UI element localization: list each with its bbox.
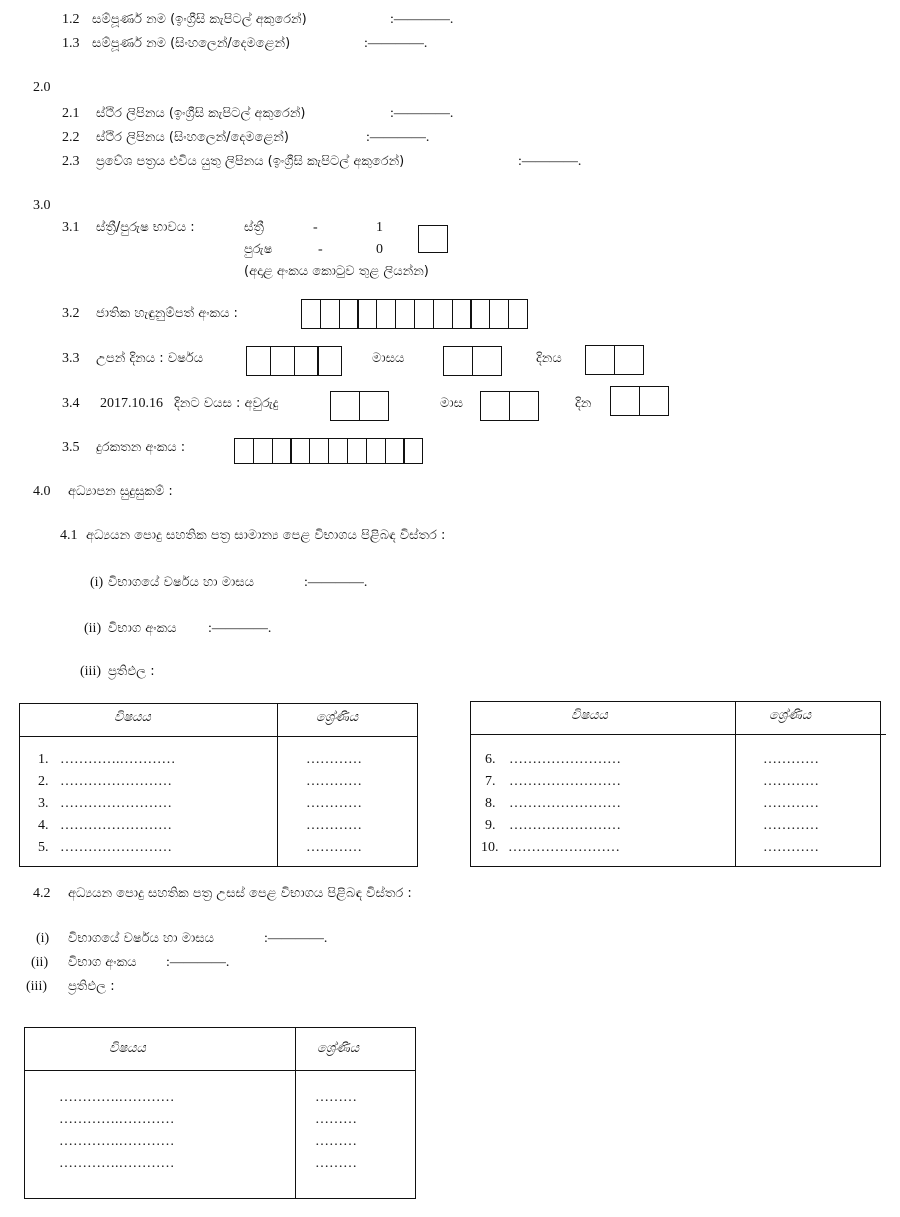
table-row: 6. …………………… xyxy=(485,752,621,767)
gender-code-box[interactable] xyxy=(418,225,448,253)
al-index-number-number: (ii) xyxy=(31,955,49,970)
digit-box[interactable] xyxy=(272,438,292,464)
item-4-1-label: අධ්‍යයන පොදු සහතික පත්‍ර සාමාන්‍ය පෙළ විභාගය පිළිබඳ විස්තර : xyxy=(86,528,446,543)
item-3-2-number: 3.2 xyxy=(62,306,80,321)
grade-cell[interactable]: ……… xyxy=(315,1134,357,1149)
digit-box[interactable] xyxy=(508,299,528,329)
al-year-month-blank[interactable]: :————. xyxy=(264,931,328,946)
digit-box[interactable] xyxy=(317,346,342,376)
birth-month-label: මාසය xyxy=(372,351,405,366)
gender-male-label: පුරුෂ xyxy=(244,242,273,257)
phone-number-boxes[interactable] xyxy=(234,438,422,464)
digit-box[interactable] xyxy=(414,299,434,329)
subject-column-header: විෂයය xyxy=(114,710,151,725)
grade-cell[interactable]: ………… xyxy=(306,774,362,789)
table-row: 9. …………………… xyxy=(485,818,621,833)
digit-box[interactable] xyxy=(610,386,640,416)
ol-index-number-blank[interactable]: :————. xyxy=(208,621,272,636)
ol-year-month-number: (i) xyxy=(90,575,104,590)
age-days-boxes[interactable] xyxy=(610,386,668,416)
birth-year-boxes[interactable] xyxy=(246,346,341,376)
table-header xyxy=(471,702,886,735)
table-row: 2. …………………… xyxy=(38,774,172,789)
gender-male-dash: - xyxy=(318,242,323,257)
digit-box[interactable] xyxy=(395,299,415,329)
table-row: 8. …………………… xyxy=(485,796,621,811)
al-results-table xyxy=(24,1027,416,1199)
grade-cell[interactable]: ………… xyxy=(763,840,819,855)
item-2-2-number: 2.2 xyxy=(62,130,80,145)
al-index-number-label: විභාග අංකය xyxy=(68,955,137,970)
digit-box[interactable] xyxy=(330,391,360,421)
grade-cell[interactable]: ………… xyxy=(306,796,362,811)
al-year-month-label: විභාගයේ වර්ෂය හා මාසය xyxy=(68,931,214,946)
gender-female-dash: - xyxy=(313,220,318,235)
ol-results-label: ප්‍රතිඵල : xyxy=(108,664,155,679)
grade-cell[interactable]: ………… xyxy=(763,796,819,811)
digit-box[interactable] xyxy=(294,346,319,376)
grade-cell[interactable]: ………… xyxy=(763,774,819,789)
item-2-3-number: 2.3 xyxy=(62,154,80,169)
age-days-label: දින xyxy=(575,396,592,411)
digit-box[interactable] xyxy=(433,299,453,329)
column-divider xyxy=(277,704,278,866)
ol-results-number: (iii) xyxy=(80,664,101,679)
ol-index-number-number: (ii) xyxy=(84,621,102,636)
digit-box[interactable] xyxy=(366,438,386,464)
grade-cell[interactable]: ………… xyxy=(306,752,362,767)
grade-cell[interactable]: ………… xyxy=(763,752,819,767)
grade-column-header: ශ්‍රේණිය xyxy=(769,708,812,723)
section-3-number: 3.0 xyxy=(33,198,51,213)
age-years-boxes[interactable] xyxy=(330,391,388,421)
table-row: ………….………… xyxy=(59,1134,175,1149)
item-3-2-label: ජාතික හැඳුනුම්පත් අංකය : xyxy=(96,306,238,321)
digit-box[interactable] xyxy=(472,346,502,376)
digit-box[interactable] xyxy=(452,299,472,329)
digit-box[interactable] xyxy=(234,438,254,464)
section-4-number: 4.0 xyxy=(33,484,51,499)
item-1-2-number: 1.2 xyxy=(62,12,80,27)
digit-box[interactable] xyxy=(470,299,490,329)
subject-column-header: විෂයය xyxy=(109,1041,146,1056)
digit-box[interactable] xyxy=(614,345,644,375)
digit-box[interactable] xyxy=(376,299,396,329)
digit-box[interactable] xyxy=(301,299,321,329)
grade-cell[interactable]: ………… xyxy=(763,818,819,833)
ol-year-month-blank[interactable]: :————. xyxy=(304,575,368,590)
birth-day-label: දිනය xyxy=(536,351,562,366)
table-row: 3. …………………… xyxy=(38,796,172,811)
digit-box[interactable] xyxy=(489,299,509,329)
digit-box[interactable] xyxy=(385,438,405,464)
nic-number-boxes[interactable] xyxy=(301,299,527,329)
digit-box[interactable] xyxy=(509,391,539,421)
al-results-number: (iii) xyxy=(26,979,47,994)
table-row: 5. …………………… xyxy=(38,840,172,855)
digit-box[interactable] xyxy=(339,299,359,329)
age-reference-date: 2017.10.16 xyxy=(100,396,163,411)
grade-cell[interactable]: ……… xyxy=(315,1090,357,1105)
item-3-3-label: උපන් දිනය : වර්ෂය xyxy=(96,351,204,366)
age-months-label: මාස xyxy=(440,396,463,411)
item-3-4-number: 3.4 xyxy=(62,396,80,411)
item-2-2-blank[interactable]: :————. xyxy=(366,130,430,145)
ol-year-month-label: විභාගයේ වර්ෂය හා මාසය xyxy=(108,575,254,590)
digit-box[interactable] xyxy=(270,346,295,376)
item-2-1-blank[interactable]: :————. xyxy=(390,106,454,121)
item-1-3-number: 1.3 xyxy=(62,36,80,51)
section-4-title: අධ්‍යාපන සුදුසුකම් : xyxy=(68,484,173,499)
item-1-3-blank[interactable]: :————. xyxy=(364,36,428,51)
al-index-number-blank[interactable]: :————. xyxy=(166,955,230,970)
digit-box[interactable] xyxy=(480,391,510,421)
item-3-5-label: දුරකතන අංකය : xyxy=(96,440,186,455)
grade-column-header: ශ්‍රේණිය xyxy=(316,710,359,725)
ol-index-number-label: විභාග අංකය xyxy=(108,621,177,636)
digit-box[interactable] xyxy=(359,391,389,421)
ol-results-table-left xyxy=(19,703,418,867)
section-2-number: 2.0 xyxy=(33,80,51,95)
item-2-1-number: 2.1 xyxy=(62,106,80,121)
digit-box[interactable] xyxy=(309,438,329,464)
item-1-2-blank[interactable]: :————. xyxy=(390,12,454,27)
item-3-3-number: 3.3 xyxy=(62,351,80,366)
grade-cell[interactable]: ……… xyxy=(315,1156,357,1171)
gender-female-label: ස්ත්‍රී xyxy=(244,220,264,235)
digit-box[interactable] xyxy=(585,345,615,375)
item-1-2-label: සම්පූර්ණ නම (ඉංග්‍රීසි කැපිටල් අකුරෙන්) xyxy=(92,12,307,27)
item-1-3-label: සම්පූර්ණ නම (සිංහලෙන්/දෙමළෙන්) xyxy=(92,36,291,51)
column-divider xyxy=(295,1028,296,1198)
item-3-4-label: දිනට වයස : අවුරුදු xyxy=(174,396,279,411)
item-4-2-label: අධ්‍යයන පොදු සහතික පත්‍ර උසස් පෙළ විභාගය පිළිබඳ විස්තර : xyxy=(68,886,412,901)
grade-cell[interactable]: ……… xyxy=(315,1112,357,1127)
digit-box[interactable] xyxy=(403,438,423,464)
digit-box[interactable] xyxy=(246,346,271,376)
birth-month-boxes[interactable] xyxy=(443,346,501,376)
item-2-1-label: ස්ථිර ලිපිනය (ඉංග්‍රීසි කැපිටල් අකුරෙන්) xyxy=(96,106,306,121)
ol-results-table-right xyxy=(470,701,881,867)
table-row: ………….………… xyxy=(59,1112,175,1127)
digit-box[interactable] xyxy=(253,438,273,464)
item-2-3-blank[interactable]: :————. xyxy=(518,154,582,169)
grade-cell[interactable]: ………… xyxy=(306,840,362,855)
gender-female-code: 1 xyxy=(376,220,383,235)
grade-cell[interactable]: ………… xyxy=(306,818,362,833)
grade-column-header: ශ්‍රේණිය xyxy=(317,1041,360,1056)
gender-note: (අදාළ අංකය කොටුව තුළ ලියන්න) xyxy=(244,264,429,279)
item-2-3-label: ප්‍රවේශ පත්‍රය එවිය යුතු ලිපිනය (ඉංග්‍රීසි කැපිටල් අකුරෙන්) xyxy=(96,154,405,169)
gender-male-code: 0 xyxy=(376,242,383,257)
table-row: 10. …………………… xyxy=(481,840,620,855)
item-4-1-number: 4.1 xyxy=(60,528,78,543)
digit-box[interactable] xyxy=(290,438,310,464)
table-row: ………….………… xyxy=(59,1090,175,1105)
item-2-2-label: ස්ථිර ලිපිනය (සිංහලෙන්/දෙමළෙන්) xyxy=(96,130,289,145)
digit-box[interactable] xyxy=(639,386,669,416)
table-row: 1. ………….………… xyxy=(38,752,176,767)
subject-column-header: විෂයය xyxy=(571,708,608,723)
column-divider xyxy=(735,702,736,866)
item-3-1-number: 3.1 xyxy=(62,220,80,235)
table-row: 4. …………………… xyxy=(38,818,172,833)
digit-box[interactable] xyxy=(347,438,367,464)
item-3-5-number: 3.5 xyxy=(62,440,80,455)
item-4-2-number: 4.2 xyxy=(33,886,51,901)
al-year-month-number: (i) xyxy=(36,931,50,946)
al-results-label: ප්‍රතිඵල : xyxy=(68,979,115,994)
digit-box[interactable] xyxy=(357,299,377,329)
birth-day-boxes[interactable] xyxy=(585,345,643,375)
digit-box[interactable] xyxy=(443,346,473,376)
item-3-1-label: ස්ත්‍රී/පුරුෂ භාවය : xyxy=(96,220,195,235)
table-row: 7. …………………… xyxy=(485,774,621,789)
digit-box[interactable] xyxy=(320,299,340,329)
digit-box[interactable] xyxy=(328,438,348,464)
age-months-boxes[interactable] xyxy=(480,391,538,421)
table-row: ………….………… xyxy=(59,1156,175,1171)
